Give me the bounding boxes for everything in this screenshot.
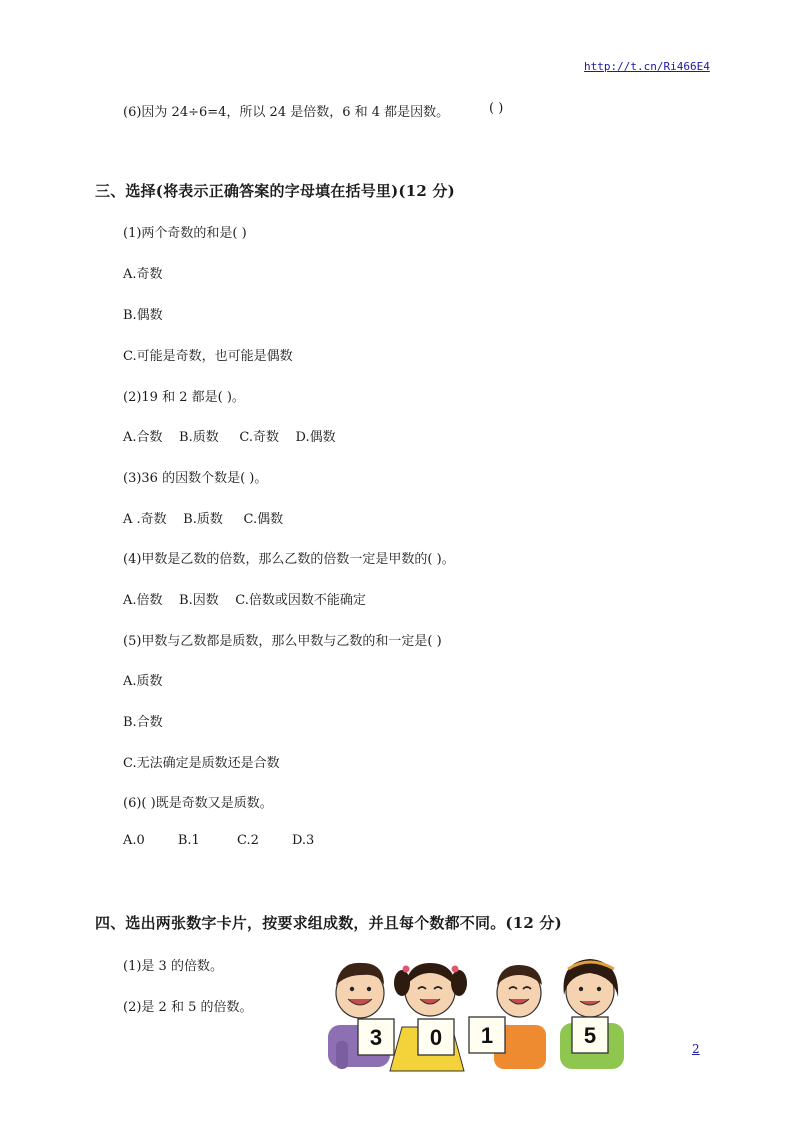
question-6-options: A.0 B.1 C.2 D.3 xyxy=(123,833,315,848)
number-card-3-label: 1 xyxy=(480,1023,494,1048)
number-card-2 xyxy=(418,1019,454,1055)
question-5-option-a: A.质数 xyxy=(123,674,163,689)
question-6-stem: (6)( )既是奇数又是质数。 xyxy=(123,796,273,811)
number-card-1-label: 3 xyxy=(369,1025,383,1050)
question-1-stem: (1)两个奇数的和是( ) xyxy=(123,226,247,241)
number-card-4 xyxy=(572,1017,608,1053)
answer-parentheses: ( ) xyxy=(489,101,504,116)
question-3-stem: (3)36 的因数个数是( )。 xyxy=(123,471,268,486)
question-4-options: A.倍数 B.因数 C.倍数或因数不能确定 xyxy=(123,593,366,608)
question-3-options: A .奇数 B.质数 C.偶数 xyxy=(123,512,284,527)
number-card-3 xyxy=(469,1017,505,1053)
header-link[interactable]: http://t.cn/Ri466E4 xyxy=(584,60,710,73)
question-2-stem: (2)19 和 2 都是( )。 xyxy=(123,390,245,405)
section-3-title: 三、选择(将表示正确答案的字母填在括号里)(12 分) xyxy=(95,182,455,200)
question-1-option-c: C.可能是奇数，也可能是偶数 xyxy=(123,349,293,364)
number-card-1 xyxy=(358,1019,394,1055)
question-5-option-c: C.无法确定是质数还是合数 xyxy=(123,756,280,771)
section-4-question-1: (1)是 3 的倍数。 xyxy=(123,959,223,974)
question-1-option-b: B.偶数 xyxy=(123,308,163,323)
section-4-question-2: (2)是 2 和 5 的倍数。 xyxy=(123,1000,253,1015)
question-5-stem: (5)甲数与乙数都是质数，那么甲数与乙数的和一定是( ) xyxy=(123,634,442,649)
number-card-2-label: 0 xyxy=(429,1025,443,1050)
judgement-question-6: (6)因为 24÷6=4，所以 24 是倍数，6 和 4 都是因数。 xyxy=(123,105,450,120)
question-2-options: A.合数 B.质数 C.奇数 D.偶数 xyxy=(123,430,336,445)
question-4-stem: (4)甲数是乙数的倍数，那么乙数的倍数一定是甲数的( )。 xyxy=(123,552,455,567)
question-5-option-b: B.合数 xyxy=(123,715,163,730)
question-1-option-a: A.奇数 xyxy=(123,267,163,282)
section-4-title: 四、选出两张数字卡片，按要求组成数，并且每个数都不同。(12 分) xyxy=(95,914,562,932)
page-number[interactable]: 2 xyxy=(692,1042,700,1056)
number-card-4-label: 5 xyxy=(583,1023,597,1048)
children-with-number-cards-illustration xyxy=(322,955,632,1073)
